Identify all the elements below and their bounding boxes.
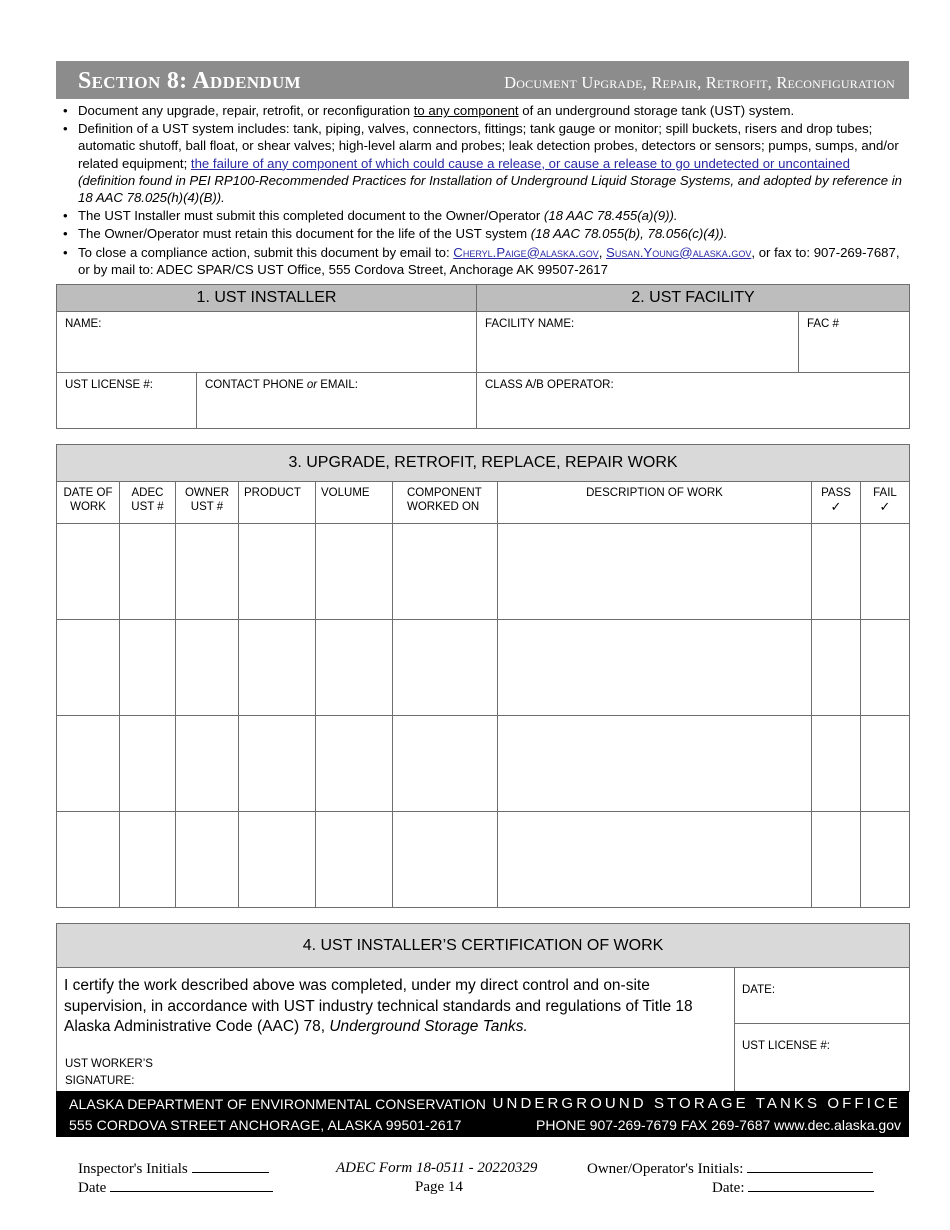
- col-date-of-work: DATE OF WORK: [57, 482, 120, 524]
- cell-date[interactable]: [57, 524, 120, 620]
- cell-volume[interactable]: [316, 524, 393, 620]
- section-title: Section 8: Addendum: [78, 68, 301, 94]
- cell-owner-ust[interactable]: [176, 620, 239, 716]
- inspector-initials-label: Inspector's Initials: [78, 1161, 188, 1177]
- cell-adec-ust[interactable]: [120, 812, 176, 908]
- contact-label-or: or: [306, 379, 318, 391]
- cell-description[interactable]: [498, 716, 812, 812]
- owner-date-field[interactable]: [712, 1179, 874, 1197]
- signature-label: UST WORKER’S: [65, 1058, 153, 1070]
- cell-adec-ust[interactable]: [120, 620, 176, 716]
- col-fail: FAIL ✓: [861, 482, 910, 524]
- col-component: COMPONENT WORKED ON: [393, 482, 498, 524]
- col-owner-ust: OWNER UST #: [176, 482, 239, 524]
- cell-description[interactable]: [498, 620, 812, 716]
- cell-component[interactable]: [393, 620, 498, 716]
- section-subtitle: Document Upgrade, Repair, Retrofit, Reconfiguration: [504, 73, 895, 92]
- instruction-item: [62, 102, 907, 119]
- instruction-text: The Owner/Operator must retain this document for the life of the UST system: [78, 226, 531, 242]
- department-name: ALASKA DEPARTMENT OF ENVIRONMENTAL CONSERVATION: [69, 1096, 487, 1112]
- contact-label: CONTACT PHONE: [205, 379, 307, 391]
- instruction-text: of an underground storage tank (UST) system.: [518, 103, 795, 118]
- cell-owner-ust[interactable]: [176, 524, 239, 620]
- instruction-item: [62, 120, 907, 206]
- section2-heading: 2. UST FACILITY: [477, 285, 910, 312]
- table-row: [57, 812, 910, 908]
- cell-fail[interactable]: [861, 812, 910, 908]
- cell-fail[interactable]: [861, 716, 910, 812]
- cell-fail[interactable]: [861, 524, 910, 620]
- cell-product[interactable]: [239, 812, 316, 908]
- work-table: [56, 444, 910, 908]
- section-header: [56, 61, 909, 99]
- table-row: [57, 716, 910, 812]
- col-pass: PASS ✓: [812, 482, 861, 524]
- cell-owner-ust[interactable]: [176, 716, 239, 812]
- signature-field[interactable]: [57, 1056, 153, 1090]
- cell-product[interactable]: [239, 620, 316, 716]
- inspector-initials-field[interactable]: [78, 1160, 269, 1178]
- signature-label: SIGNATURE:: [65, 1075, 135, 1087]
- license-label: UST LICENSE #:: [742, 1040, 830, 1052]
- inspector-initials-line[interactable]: [192, 1160, 269, 1173]
- instruction-text: The UST Installer must submit this completed document to the Owner/Operator: [78, 208, 544, 224]
- cell-product[interactable]: [239, 524, 316, 620]
- table-row: [57, 620, 910, 716]
- cell-volume[interactable]: [316, 716, 393, 812]
- check-icon: ✓: [879, 499, 891, 514]
- owner-date-line[interactable]: [748, 1179, 874, 1192]
- instruction-item: [62, 244, 907, 278]
- installer-facility-table: [56, 284, 910, 429]
- office-contact: PHONE 907-269-7679 FAX 269-7687 www.dec.alaska.gov: [536, 1117, 901, 1133]
- table-row: [57, 524, 910, 620]
- certification-cell: [57, 968, 735, 1092]
- operator-label: CLASS A/B OPERATOR:: [485, 379, 614, 391]
- col-product: PRODUCT: [239, 482, 316, 524]
- cell-owner-ust[interactable]: [176, 812, 239, 908]
- instruction-text: , or fax to: 907-269-7687, or by mail to: ADEC SPAR/CS UST Office, 555 Cordova Street, Anchorage AK 99507-2617: [78, 244, 900, 277]
- fac-number-label: FAC #: [807, 318, 839, 330]
- cell-pass[interactable]: [812, 524, 861, 620]
- ust-license-field[interactable]: [57, 373, 197, 429]
- ust-license-label: UST LICENSE #:: [65, 379, 153, 391]
- col-description: DESCRIPTION OF WORK: [498, 482, 812, 524]
- date-label: Date: [78, 1180, 107, 1196]
- date-field[interactable]: [735, 968, 910, 1024]
- instruction-text: Document any upgrade, repair, retrofit, or reconfiguration: [78, 103, 414, 118]
- instruction-citation: (18 AAC 78.455(a)(9)).: [543, 208, 678, 224]
- section1-heading: 1. UST INSTALLER: [57, 285, 477, 312]
- cell-component[interactable]: [393, 524, 498, 620]
- cell-pass[interactable]: [812, 620, 861, 716]
- col-adec-ust: ADEC UST #: [120, 482, 176, 524]
- contact-label-email: EMAIL:: [317, 379, 358, 391]
- cell-volume[interactable]: [316, 812, 393, 908]
- instruction-underlined: to any component: [413, 103, 519, 118]
- instruction-item: [62, 225, 907, 242]
- instruction-text: Definition of a UST system includes: tank, piping, valves, connectors, fittings; tank gauge or monitor; spill buckets, risers and drop tubes; automatic shutoff, ball float, or shear valves; high-level alarm and probes; leak detection probes, detectors or sensors; pumps, sumps, and/or related equipment;: [78, 121, 899, 171]
- date-label: DATE:: [742, 984, 776, 996]
- facility-name-field[interactable]: [477, 312, 799, 373]
- cell-component[interactable]: [393, 812, 498, 908]
- email-link-cheryl[interactable]: Cheryl.Paige@alaska.gov: [453, 244, 599, 260]
- cell-adec-ust[interactable]: [120, 716, 176, 812]
- col-volume: VOLUME: [316, 482, 393, 524]
- instruction-item: [62, 207, 907, 224]
- cell-volume[interactable]: [316, 620, 393, 716]
- license-field[interactable]: [735, 1024, 910, 1092]
- cell-date[interactable]: [57, 620, 120, 716]
- instructions: [62, 102, 907, 279]
- installer-name-field[interactable]: [57, 312, 477, 373]
- operator-field[interactable]: [477, 373, 910, 429]
- cell-fail[interactable]: [861, 620, 910, 716]
- inspector-date-line[interactable]: [110, 1179, 273, 1192]
- cell-adec-ust[interactable]: [120, 524, 176, 620]
- cell-pass[interactable]: [812, 716, 861, 812]
- cell-product[interactable]: [239, 716, 316, 812]
- cell-date[interactable]: [57, 716, 120, 812]
- cell-description[interactable]: [498, 812, 812, 908]
- instruction-citation: (18 AAC 78.055(b), 78.056(c)(4)).: [530, 226, 728, 242]
- agency-footer-bar: [56, 1091, 909, 1137]
- cell-date[interactable]: [57, 812, 120, 908]
- cell-component[interactable]: [393, 716, 498, 812]
- section3-heading: 3. UPGRADE, RETROFIT, REPLACE, REPAIR WORK: [57, 445, 910, 482]
- owner-initials-label: Owner/Operator's Initials:: [587, 1161, 744, 1177]
- facility-name-label: FACILITY NAME:: [485, 318, 575, 330]
- certification-table: [56, 923, 910, 1092]
- fac-number-field[interactable]: [799, 312, 910, 373]
- section4-heading: 4. UST INSTALLER’S CERTIFICATION OF WORK: [57, 924, 910, 968]
- separator: ,: [598, 244, 607, 260]
- installer-name-label: NAME:: [65, 318, 102, 330]
- inspector-date-field[interactable]: [78, 1179, 273, 1197]
- instruction-text: To close a compliance action, submit this document by email to:: [78, 244, 454, 260]
- check-icon: ✓: [830, 499, 842, 514]
- contact-field[interactable]: [197, 373, 477, 429]
- form-id: ADEC Form 18-0511 - 20220329: [336, 1160, 538, 1176]
- cell-description[interactable]: [498, 524, 812, 620]
- cell-pass[interactable]: [812, 812, 861, 908]
- instruction-citation: (definition found in PEI RP100-Recommended Practices for Installation of Underground Liquid Storage Systems, and adopted by reference in 18 AAC 78.025(h)(4)(B)).: [78, 172, 902, 206]
- definition-link[interactable]: the failure of any component of which could cause a release, or cause a release to go undetected or uncontained: [190, 155, 850, 171]
- date-label: Date:: [712, 1180, 745, 1196]
- certification-statement: I certify the work described above was completed, under my direct control and on-site supervision, in accordance with UST industry technical standards and regulations of Title 18 Alaska Administrative Code (AAC) 78, Underground Storage Tanks.: [64, 977, 693, 1035]
- email-link-susan[interactable]: Susan.Young@alaska.gov: [606, 244, 752, 260]
- owner-initials-field[interactable]: [587, 1160, 873, 1178]
- office-name: UNDERGROUND STORAGE TANKS OFFICE: [492, 1095, 901, 1112]
- owner-initials-line[interactable]: [747, 1160, 873, 1173]
- department-address: 555 CORDOVA STREET ANCHORAGE, ALASKA 99501-2617: [69, 1117, 462, 1133]
- page-number: Page 14: [415, 1179, 463, 1195]
